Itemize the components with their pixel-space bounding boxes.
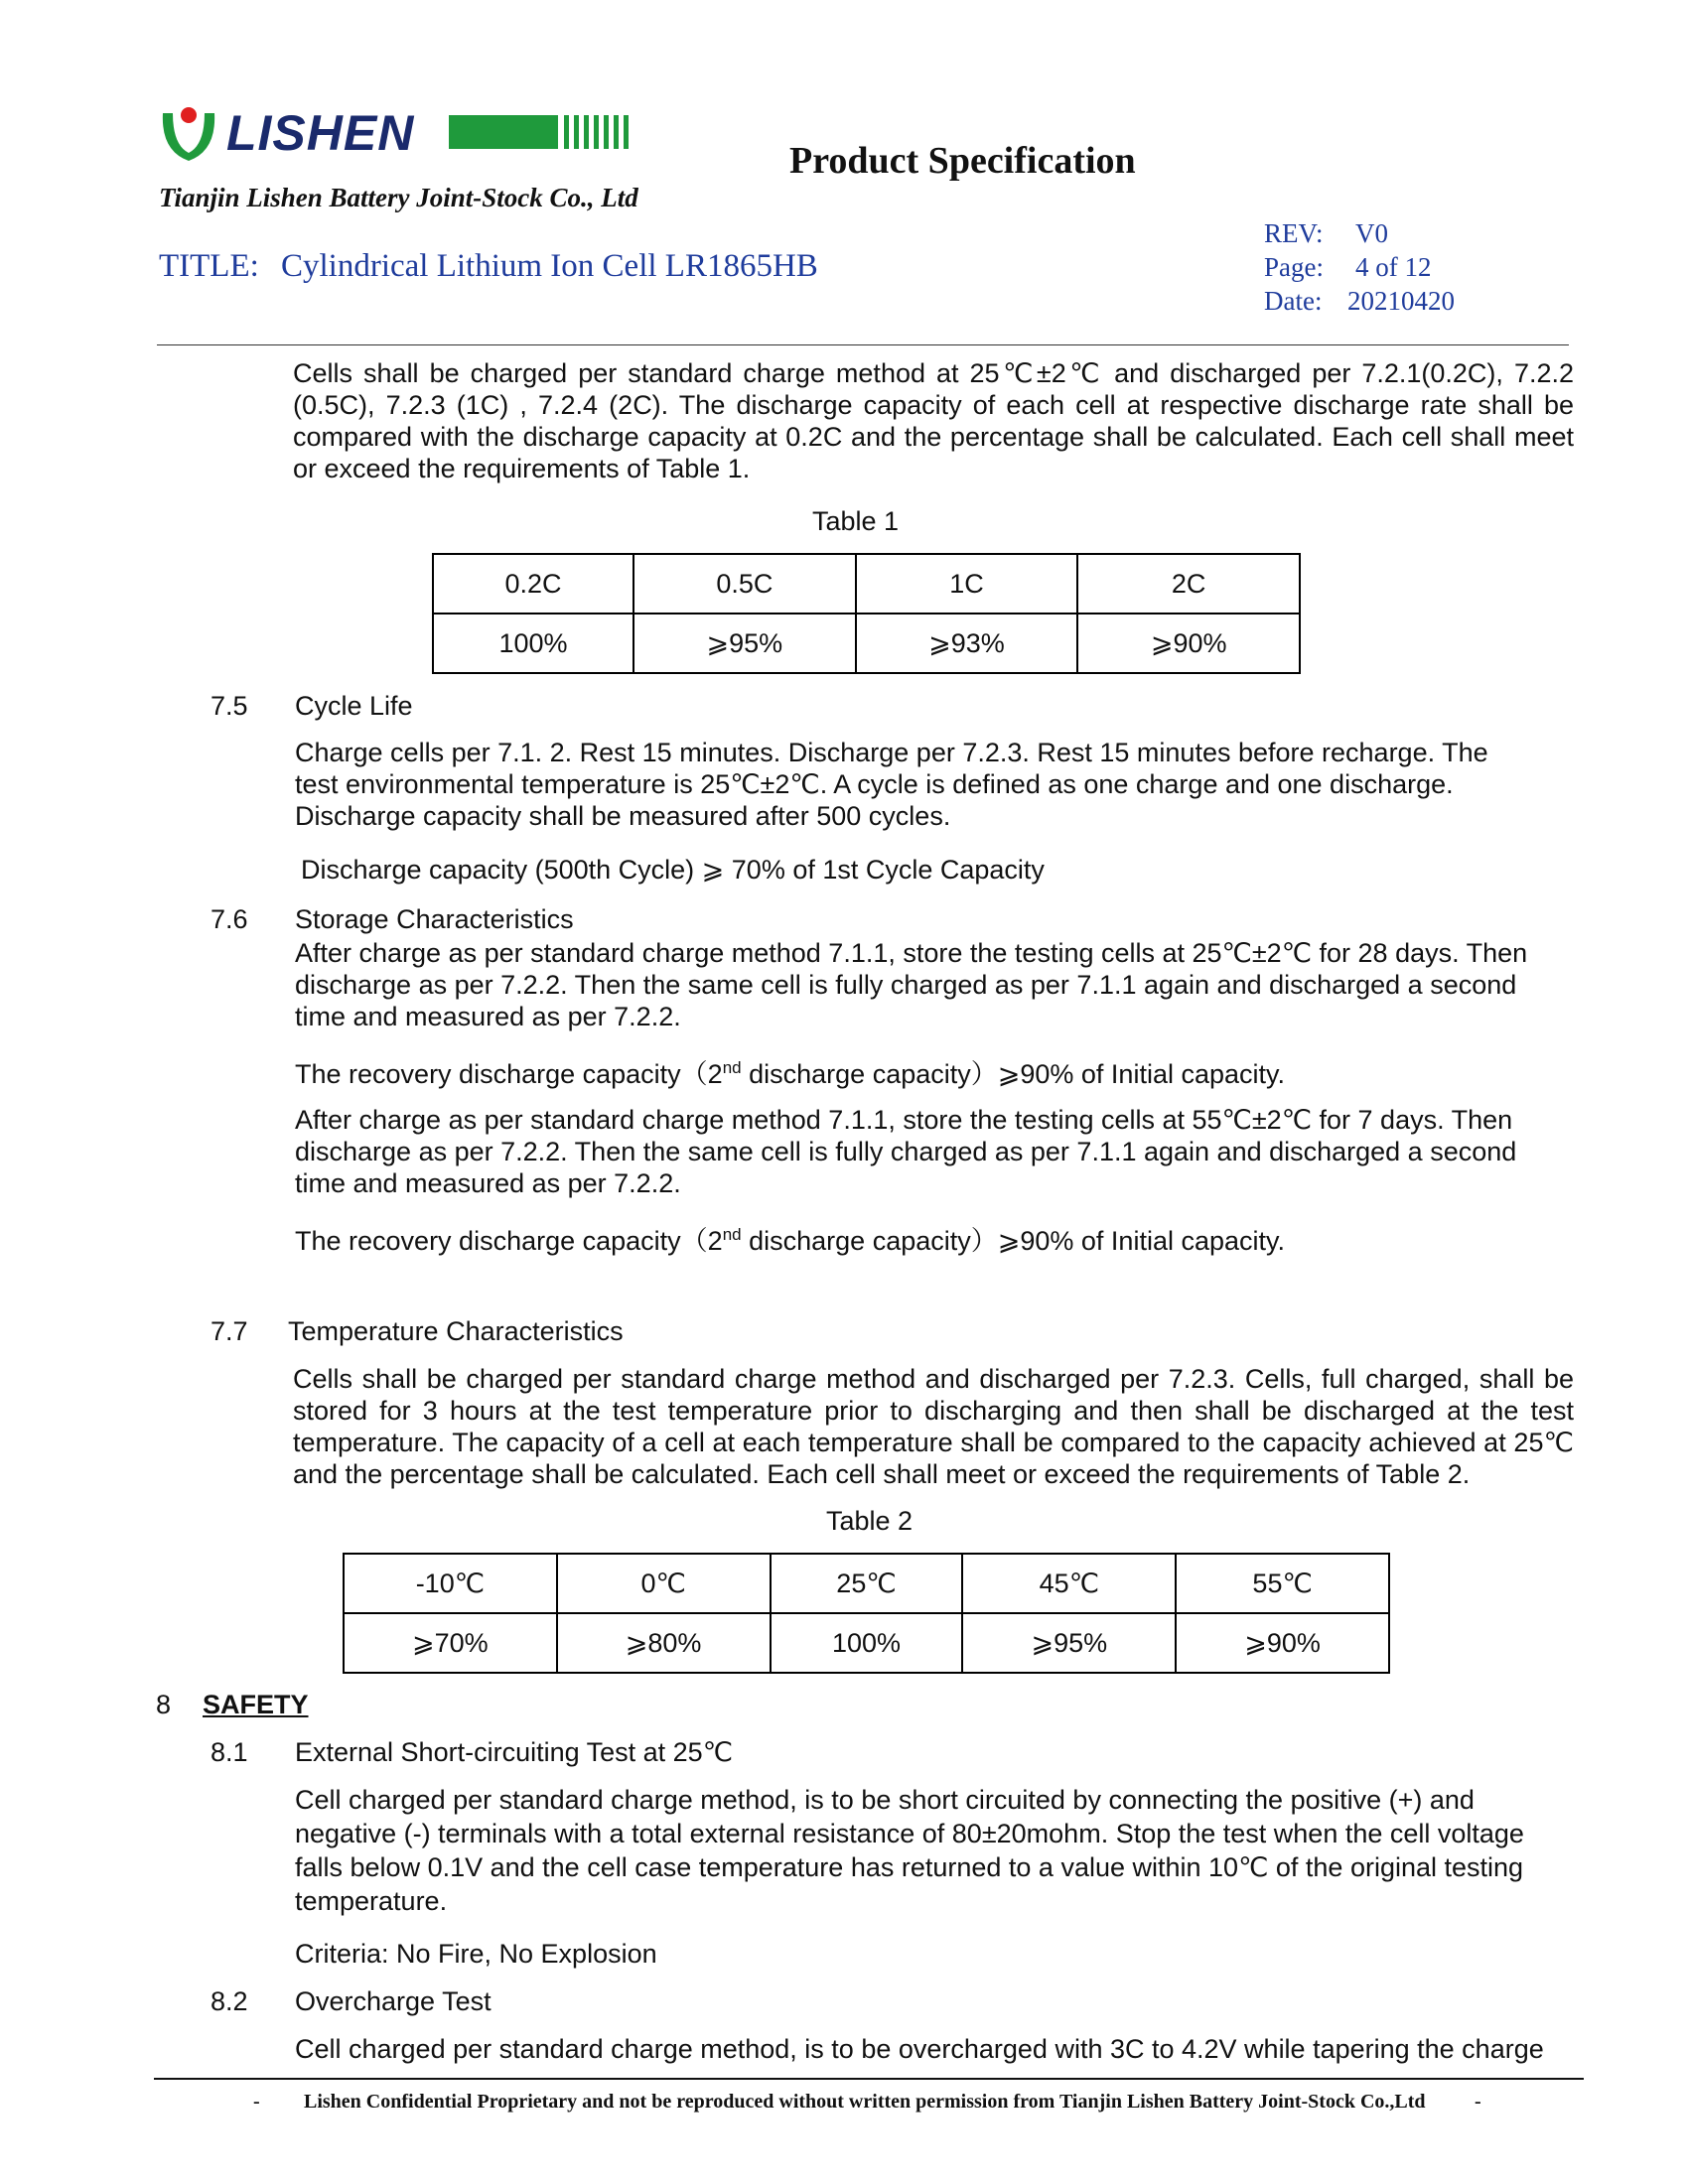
title-value: Cylindrical Lithium Ion Cell LR1865HB	[281, 248, 818, 284]
table2-value-cell: ⩾95%	[962, 1613, 1176, 1673]
table2-value-cell: ⩾80%	[557, 1613, 771, 1673]
rev-row	[1264, 216, 1455, 250]
footer-dash-right: -	[1475, 2091, 1481, 2113]
table1-value-cell: 100%	[433, 614, 633, 673]
section-8-1-title: External Short-circuiting Test at 25℃	[295, 1737, 734, 1767]
header-divider	[157, 344, 1569, 345]
section-7-6-recovery-1	[295, 1052, 1285, 1090]
table1-header-cell: 1C	[856, 554, 1078, 614]
footer-dash-left: -	[253, 2091, 260, 2113]
recovery-text-sup: nd	[722, 1058, 742, 1077]
table1	[432, 553, 1301, 674]
table1-value-cell: ⩾90%	[1077, 614, 1300, 673]
rev-value: V0	[1355, 218, 1388, 248]
table2-header-cell: 55℃	[1176, 1554, 1389, 1613]
table2-value-row	[344, 1613, 1389, 1673]
table2-header-cell: 25℃	[771, 1554, 963, 1613]
table1-header-cell: 0.5C	[633, 554, 856, 614]
table1-caption: Table 1	[812, 506, 900, 536]
table1-value-cell: ⩾93%	[856, 614, 1078, 673]
section-7-7-paragraph: Cells shall be charged per standard charge method and discharged per 7.2.3. Cells, full charged, shall be stored for 3 hours at the test temperature prior to discharging and then shall be discharged at the test temperature. The capacity of a cell at each temperature shall be compared to the capacity achieved at 25℃ and the percentage shall be calculated. Each cell shall meet or exceed the requirements of Table 2.	[293, 1364, 1574, 1489]
section-7-5-criteria: Discharge capacity (500th Cycle) ⩾ 70% of 1st Cycle Capacity	[301, 855, 1045, 885]
date-value: 20210420	[1347, 286, 1455, 316]
table2-header-row	[344, 1554, 1389, 1613]
section-7-5-title: Cycle Life	[295, 691, 413, 721]
section-7-5-number: 7.5	[211, 691, 248, 721]
section-8-1-number: 8.1	[211, 1737, 248, 1767]
section-7-6-number: 7.6	[211, 904, 248, 934]
date-row	[1264, 284, 1455, 318]
rev-label: REV:	[1264, 218, 1324, 248]
table2-value-cell: ⩾90%	[1176, 1613, 1389, 1673]
recovery-text-pre: The recovery discharge capacity（2	[295, 1226, 723, 1256]
section-7-7-number: 7.7	[211, 1316, 248, 1346]
section-7-6-title: Storage Characteristics	[295, 904, 574, 934]
doc-type-title: Product Specification	[789, 140, 1136, 182]
table2-header-cell: 0℃	[557, 1554, 771, 1613]
table1-header-cell: 2C	[1077, 554, 1300, 614]
section-7-6-paragraph-2: After charge as per standard charge method 7.1.1, store the testing cells at 55℃±2℃ for 7 days. Then discharge as per 7.2.2. Then the same cell is fully charged as per 7.1.1 again and discharged a second time and measured as per 7.2.2.	[295, 1105, 1517, 1198]
footer-divider	[154, 2078, 1584, 2080]
section-8-1-paragraph	[295, 1783, 1576, 1918]
recovery-text-sup: nd	[722, 1225, 742, 1244]
footer-confidential-text: Lishen Confidential Proprietary and not be reproduced without written permission from Tianjin Lishen Battery Joint-Stock Co.,Ltd	[304, 2091, 1426, 2113]
section-8-1-paragraph-text: Cell charged per standard charge method, is to be short circuited by connecting the positive (+) and negative (-) terminals with a total external resistance of 80±20mohm. Stop the test when the cell voltage falls below 0.1V and the cell case temperature has returned to a value within 10℃ of the original testing temperature.	[295, 1785, 1524, 1916]
logo-wordmark: LISHEN	[226, 105, 415, 161]
section-7-5-paragraph: Charge cells per 7.1. 2. Rest 15 minutes. Discharge per 7.2.3. Rest 15 minutes before recharge. The test environmental temperature is 25℃±2℃. A cycle is defined as one charge and one discharge. Discharge capacity shall be measured after 500 cycles.	[295, 738, 1488, 831]
section-8-1-criteria: Criteria: No Fire, No Explosion	[295, 1939, 657, 1969]
company-logo	[159, 99, 645, 165]
table1-header-row	[433, 554, 1300, 614]
recovery-text-pre: The recovery discharge capacity（2	[295, 1059, 723, 1089]
section-8-title: SAFETY	[203, 1690, 309, 1719]
table2	[343, 1553, 1390, 1674]
page-row	[1264, 250, 1455, 284]
section-8-number: 8	[156, 1690, 172, 1719]
table1-value-row	[433, 614, 1300, 673]
recovery-text-post: discharge capacity）⩾90% of Initial capacity.	[741, 1059, 1286, 1089]
intro-paragraph: Cells shall be charged per standard charge method at 25℃±2℃ and discharged per 7.2.1(0.2C), 7.2.2 (0.5C), 7.2.3 (1C) , 7.2.4 (2C). The discharge capacity of each cell at respective discharge rate shall be compared with the discharge capacity at 0.2C and the percentage shall be calculated. Each cell shall meet or exceed the requirements of Table 1.	[293, 358, 1574, 483]
table1-header-cell: 0.2C	[433, 554, 633, 614]
section-8-2-number: 8.2	[211, 1986, 248, 2016]
company-name: Tianjin Lishen Battery Joint-Stock Co., Ltd	[159, 183, 638, 212]
table2-value-cell: ⩾70%	[344, 1613, 557, 1673]
table2-value-cell: 100%	[771, 1613, 963, 1673]
table2-header-cell: -10℃	[344, 1554, 557, 1613]
table2-header-cell: 45℃	[962, 1554, 1176, 1613]
title-label: TITLE:	[159, 248, 259, 284]
section-7-7-title: Temperature Characteristics	[288, 1316, 624, 1346]
section-8-2-title: Overcharge Test	[295, 1986, 492, 2016]
section-7-6-paragraph-1: After charge as per standard charge method 7.1.1, store the testing cells at 25℃±2℃ for 28 days. Then discharge as per 7.2.2. Then the same cell is fully charged as per 7.1.1 again and discharged a second time and measured as per 7.2.2.	[295, 938, 1528, 1031]
page-label: Page:	[1264, 252, 1324, 282]
table1-value-cell: ⩾95%	[633, 614, 856, 673]
recovery-text-post: discharge capacity）⩾90% of Initial capacity.	[741, 1226, 1286, 1256]
page-value: 4 of 12	[1355, 252, 1432, 282]
section-7-6-recovery-2	[295, 1219, 1285, 1257]
date-label: Date:	[1264, 286, 1323, 316]
meta-block	[1264, 216, 1455, 318]
table2-caption: Table 2	[826, 1506, 914, 1536]
section-8-2-paragraph: Cell charged per standard charge method, is to be overcharged with 3C to 4.2V while tapering the charge	[295, 2034, 1544, 2064]
